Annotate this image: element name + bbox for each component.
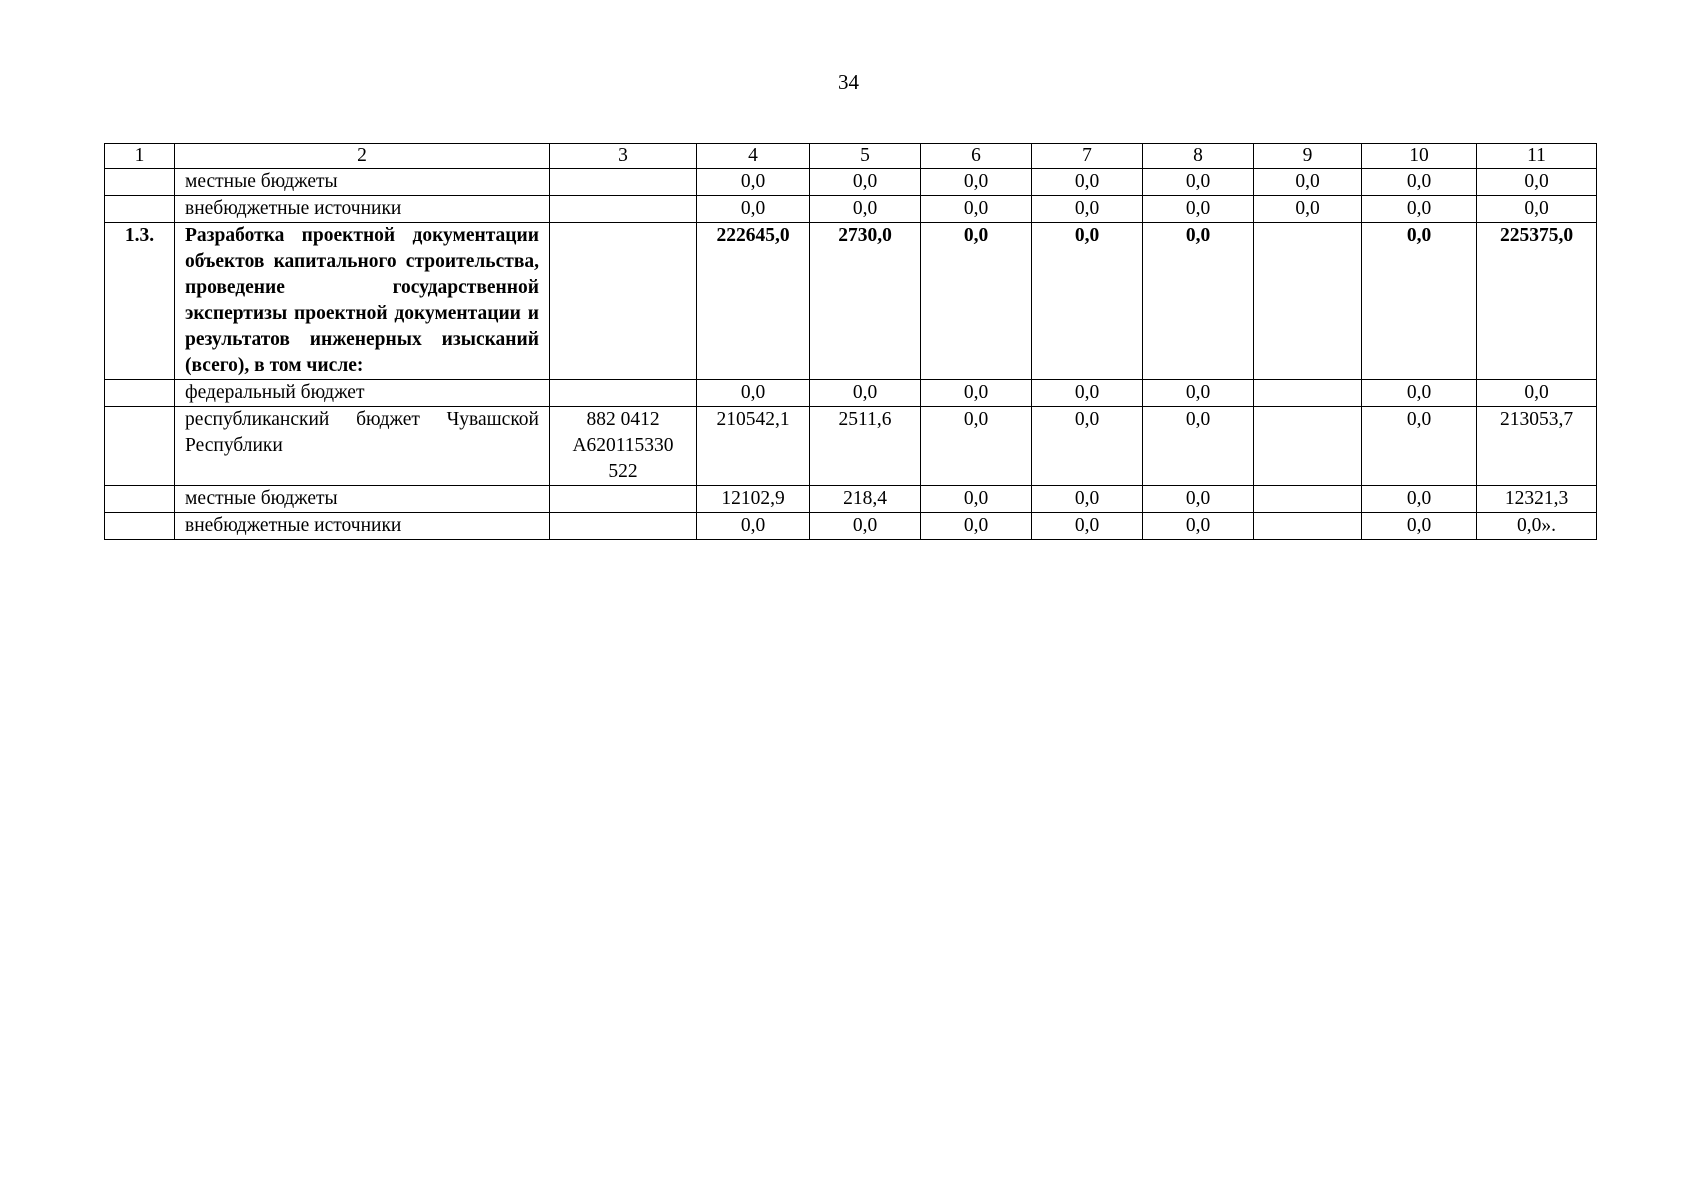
value-cell: 0,0 bbox=[1143, 513, 1254, 540]
value-cell bbox=[1254, 486, 1362, 513]
value-cell: 213053,7 bbox=[1477, 407, 1597, 486]
value-cell: 0,0 bbox=[1362, 223, 1477, 380]
value-cell: 0,0 bbox=[1032, 380, 1143, 407]
page-number: 34 bbox=[838, 70, 859, 94]
value-cell: 0,0 bbox=[810, 380, 921, 407]
budget-code-cell bbox=[550, 196, 697, 223]
value-cell: 0,0». bbox=[1477, 513, 1597, 540]
value-cell: 12102,9 bbox=[697, 486, 810, 513]
row-number-cell: 1.3. bbox=[105, 223, 175, 380]
row-name-cell: федеральный бюджет bbox=[175, 380, 550, 407]
value-cell: 0,0 bbox=[697, 169, 810, 196]
header-cell: 7 bbox=[1032, 144, 1143, 169]
value-cell: 2511,6 bbox=[810, 407, 921, 486]
value-cell: 0,0 bbox=[1143, 380, 1254, 407]
table-row bbox=[105, 513, 1597, 540]
row-name-cell: республиканский бюджет Чувашской Республики bbox=[175, 407, 550, 486]
value-cell: 0,0 bbox=[1143, 196, 1254, 223]
value-cell: 0,0 bbox=[697, 380, 810, 407]
row-number-cell bbox=[105, 169, 175, 196]
header-row bbox=[105, 144, 1597, 169]
value-cell: 0,0 bbox=[1477, 169, 1597, 196]
value-cell: 0,0 bbox=[1254, 169, 1362, 196]
header-cell: 1 bbox=[105, 144, 175, 169]
header-cell: 3 bbox=[550, 144, 697, 169]
budget-table bbox=[104, 143, 1597, 540]
value-cell: 0,0 bbox=[921, 513, 1032, 540]
row-number-cell bbox=[105, 196, 175, 223]
value-cell: 0,0 bbox=[1032, 196, 1143, 223]
row-number-cell bbox=[105, 513, 175, 540]
budget-code-cell: 882 0412 А620115330 522 bbox=[550, 407, 697, 486]
row-name-cell: Разработка проектной документации объектов капитального строительства, проведение государственной экспертизы проектной документации и результатов инженерных изысканий (всего), в том числе: bbox=[175, 223, 550, 380]
budget-code-cell bbox=[550, 380, 697, 407]
value-cell: 225375,0 bbox=[1477, 223, 1597, 380]
value-cell: 0,0 bbox=[921, 169, 1032, 196]
value-cell: 12321,3 bbox=[1477, 486, 1597, 513]
value-cell: 0,0 bbox=[1362, 169, 1477, 196]
value-cell: 218,4 bbox=[810, 486, 921, 513]
row-number-cell bbox=[105, 407, 175, 486]
value-cell bbox=[1254, 380, 1362, 407]
table-row bbox=[105, 486, 1597, 513]
table-row bbox=[105, 223, 1597, 380]
value-cell: 0,0 bbox=[921, 380, 1032, 407]
budget-code-cell bbox=[550, 169, 697, 196]
header-cell: 9 bbox=[1254, 144, 1362, 169]
value-cell: 0,0 bbox=[697, 513, 810, 540]
value-cell: 0,0 bbox=[1032, 407, 1143, 486]
value-cell bbox=[1254, 223, 1362, 380]
header-cell: 2 bbox=[175, 144, 550, 169]
row-name-cell: местные бюджеты bbox=[175, 169, 550, 196]
value-cell: 0,0 bbox=[921, 486, 1032, 513]
value-cell: 2730,0 bbox=[810, 223, 921, 380]
value-cell: 0,0 bbox=[1143, 169, 1254, 196]
value-cell bbox=[1254, 407, 1362, 486]
value-cell: 0,0 bbox=[1254, 196, 1362, 223]
header-cell: 5 bbox=[810, 144, 921, 169]
budget-code-cell bbox=[550, 223, 697, 380]
value-cell: 0,0 bbox=[921, 407, 1032, 486]
value-cell: 0,0 bbox=[1143, 407, 1254, 486]
value-cell: 0,0 bbox=[1362, 513, 1477, 540]
header-cell: 6 bbox=[921, 144, 1032, 169]
value-cell: 0,0 bbox=[1362, 380, 1477, 407]
value-cell: 0,0 bbox=[1477, 196, 1597, 223]
header-cell: 4 bbox=[697, 144, 810, 169]
value-cell: 0,0 bbox=[921, 196, 1032, 223]
value-cell: 210542,1 bbox=[697, 407, 810, 486]
header-cell: 8 bbox=[1143, 144, 1254, 169]
table-row bbox=[105, 380, 1597, 407]
table-row bbox=[105, 196, 1597, 223]
value-cell: 0,0 bbox=[921, 223, 1032, 380]
budget-code-cell bbox=[550, 486, 697, 513]
row-name-cell: внебюджетные источники bbox=[175, 196, 550, 223]
value-cell: 222645,0 bbox=[697, 223, 810, 380]
row-name-cell: внебюджетные источники bbox=[175, 513, 550, 540]
value-cell: 0,0 bbox=[1362, 407, 1477, 486]
value-cell: 0,0 bbox=[1477, 380, 1597, 407]
table-row bbox=[105, 407, 1597, 486]
value-cell: 0,0 bbox=[810, 169, 921, 196]
value-cell: 0,0 bbox=[1143, 486, 1254, 513]
value-cell: 0,0 bbox=[1032, 169, 1143, 196]
table-row bbox=[105, 169, 1597, 196]
value-cell: 0,0 bbox=[1362, 196, 1477, 223]
budget-code-cell bbox=[550, 513, 697, 540]
value-cell: 0,0 bbox=[1032, 513, 1143, 540]
value-cell: 0,0 bbox=[810, 196, 921, 223]
value-cell: 0,0 bbox=[1032, 486, 1143, 513]
value-cell: 0,0 bbox=[1362, 486, 1477, 513]
header-cell: 11 bbox=[1477, 144, 1597, 169]
row-number-cell bbox=[105, 380, 175, 407]
row-name-cell: местные бюджеты bbox=[175, 486, 550, 513]
value-cell bbox=[1254, 513, 1362, 540]
value-cell: 0,0 bbox=[810, 513, 921, 540]
value-cell: 0,0 bbox=[697, 196, 810, 223]
value-cell: 0,0 bbox=[1032, 223, 1143, 380]
header-cell: 10 bbox=[1362, 144, 1477, 169]
row-number-cell bbox=[105, 486, 175, 513]
value-cell: 0,0 bbox=[1143, 223, 1254, 380]
